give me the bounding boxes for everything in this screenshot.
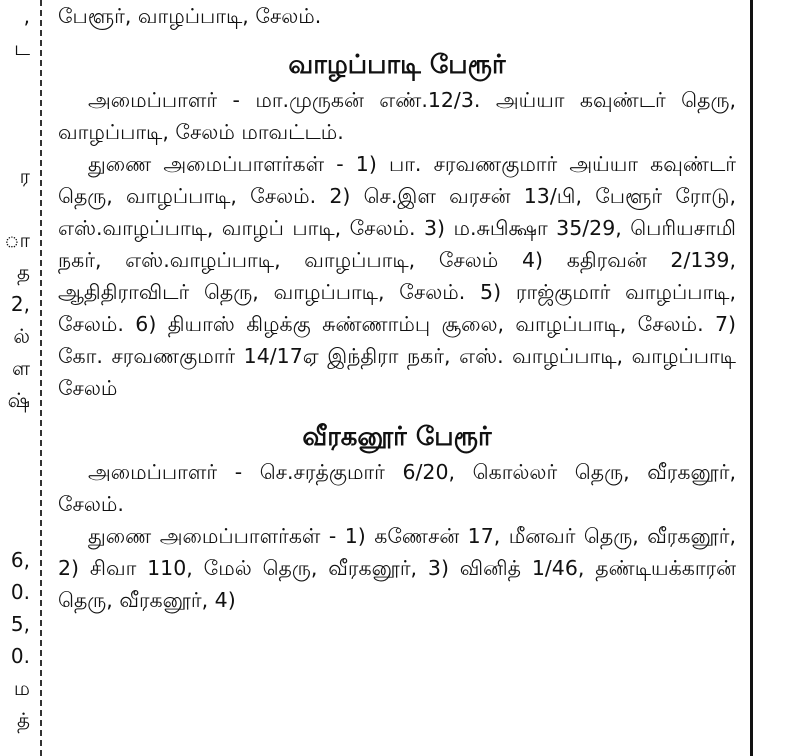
left-fragment: ல் — [13, 324, 30, 348]
left-fragment: 2, — [10, 292, 30, 316]
left-fragment: ர — [19, 164, 30, 188]
left-fragment: ா — [4, 228, 30, 252]
article-column — [58, 0, 736, 616]
left-fragment: 0. — [10, 644, 30, 668]
column-divider — [40, 0, 42, 756]
left-fragment: த் — [16, 708, 30, 732]
left-fragment: ஷ் — [7, 388, 30, 412]
deputies-paragraph: துணை அமைப்பாளர்கள் - 1) கணேசன் 17, மீனவர் தெரு, வீரகனூர், 2) சிவா 110, மேல் தெரு, வீரகனூர், 3) வினித் 1/46, தண்டியக்காரன் தெரு, வீரகனூர், 4) — [58, 524, 736, 612]
left-fragment: , — [23, 4, 30, 28]
left-fragment: த — [16, 260, 30, 284]
previous-column-fragment — [0, 0, 34, 756]
left-fragment: ள — [11, 356, 30, 380]
section-heading: வீரகனூர் பேரூர் — [302, 422, 492, 452]
column-border — [750, 0, 753, 756]
section-veeraganur — [58, 420, 736, 616]
organizer-paragraph: அமைப்பாளர் - செ.சரத்குமார் 6/20, கொல்லர் தெரு, வீரகனூர், சேலம். — [58, 460, 736, 516]
section-heading: வாழப்பாடி பேரூர் — [288, 50, 506, 80]
left-fragment: 6, — [10, 548, 30, 572]
organizer-paragraph: அமைப்பாளர் - மா.முருகன் எண்.12/3. அய்யா கவுண்டர் தெரு, வாழப்பாடி, சேலம் மாவட்டம். — [58, 88, 736, 144]
section-vazhapadi — [58, 48, 736, 404]
left-fragment: 5, — [10, 612, 30, 636]
deputies-paragraph: துணை அமைப்பாளர்கள் - 1) பா. சரவணகுமார் அய்யா கவுண்டர் தெரு, வாழப்பாடி, சேலம். 2) செ.இள வரசன் 13/பி, பேளூர் ரோடு, எஸ்.வாழப்பாடி, வாழப் பாடி, சேலம். 3) ம.சுபிக்ஷா 35/29, பெரியசாமி நகர், எஸ்.வாழப்பாடி, வாழப்பாடி, சேலம் 4) கதிரவன் 2/139, ஆதிதிராவிடர் தெரு, வாழப்பாடி, சேலம். 5) ராஜ்குமார் வாழப்பாடி, சேலம். 6) தியாஸ் கிழக்கு சுண்ணாம்பு சூலை, வாழப்பாடி, சேலம். 7) கோ. சரவணகுமார் 14/17ஏ இந்திரா நகர், எஸ். வாழப்பாடி, வாழப்பாடி சேலம் — [58, 152, 736, 400]
left-fragment: 0. — [10, 580, 30, 604]
top-line: பேளூர், வாழப்பாடி, சேலம். — [58, 4, 322, 28]
left-fragment: ம — [13, 676, 30, 700]
left-fragment: ட — [14, 36, 30, 60]
